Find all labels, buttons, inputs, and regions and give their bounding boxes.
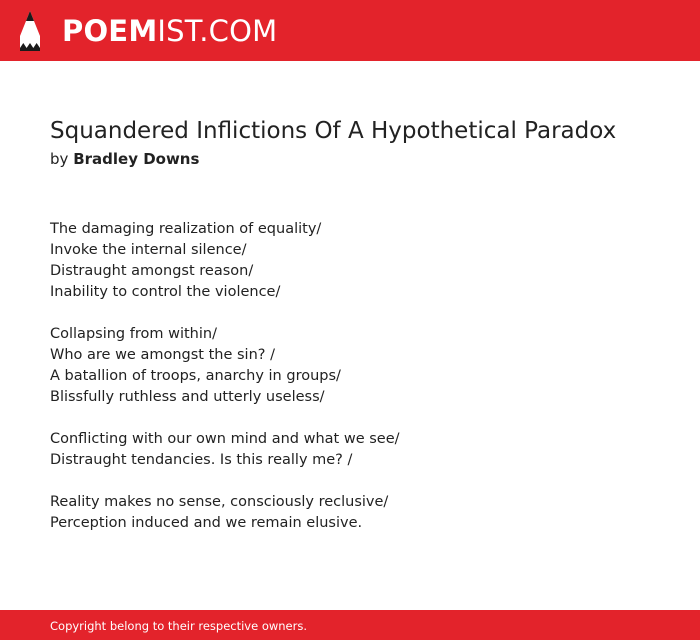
poem-line: Perception induced and we remain elusive. — [50, 515, 363, 531]
stanza — [50, 219, 670, 303]
poem-line: The damaging realization of equality/ — [50, 221, 322, 237]
poem-line: Conflicting with our own mind and what we see/ — [50, 431, 400, 447]
poem-line: Blissfully ruthless and utterly useless/ — [50, 389, 325, 405]
poem-line: Inability to control the violence/ — [50, 284, 281, 300]
site-logo-text[interactable] — [62, 13, 277, 49]
poem-line: Who are we amongst the sin? / — [50, 347, 275, 363]
poem-line: Collapsing from within/ — [50, 326, 217, 342]
copyright-text: Copyright belong to their respective owners. — [50, 619, 308, 633]
poem-title: Squandered Inflictions Of A Hypothetical Paradox — [50, 118, 617, 144]
poem-line: Distraught amongst reason/ — [50, 263, 254, 279]
brand-light: IST.COM — [157, 14, 278, 48]
site-header — [0, 0, 700, 61]
stanza — [50, 492, 670, 534]
poem-line: Reality makes no sense, consciously reclusive/ — [50, 494, 389, 510]
stanza — [50, 324, 670, 408]
pencil-tip-icon[interactable] — [17, 10, 43, 52]
stanza — [50, 429, 670, 471]
by-label: by — [50, 150, 69, 168]
brand-bold: POEM — [62, 14, 158, 48]
poem-line: Invoke the internal silence/ — [50, 242, 247, 258]
poem-line: Distraught tendancies. Is this really me? / — [50, 452, 353, 468]
byline — [50, 149, 199, 169]
site-footer — [0, 610, 700, 640]
poem-line: A batallion of troops, anarchy in groups/ — [50, 368, 341, 384]
poem-body — [50, 219, 670, 555]
author-name: Bradley Downs — [73, 150, 200, 168]
